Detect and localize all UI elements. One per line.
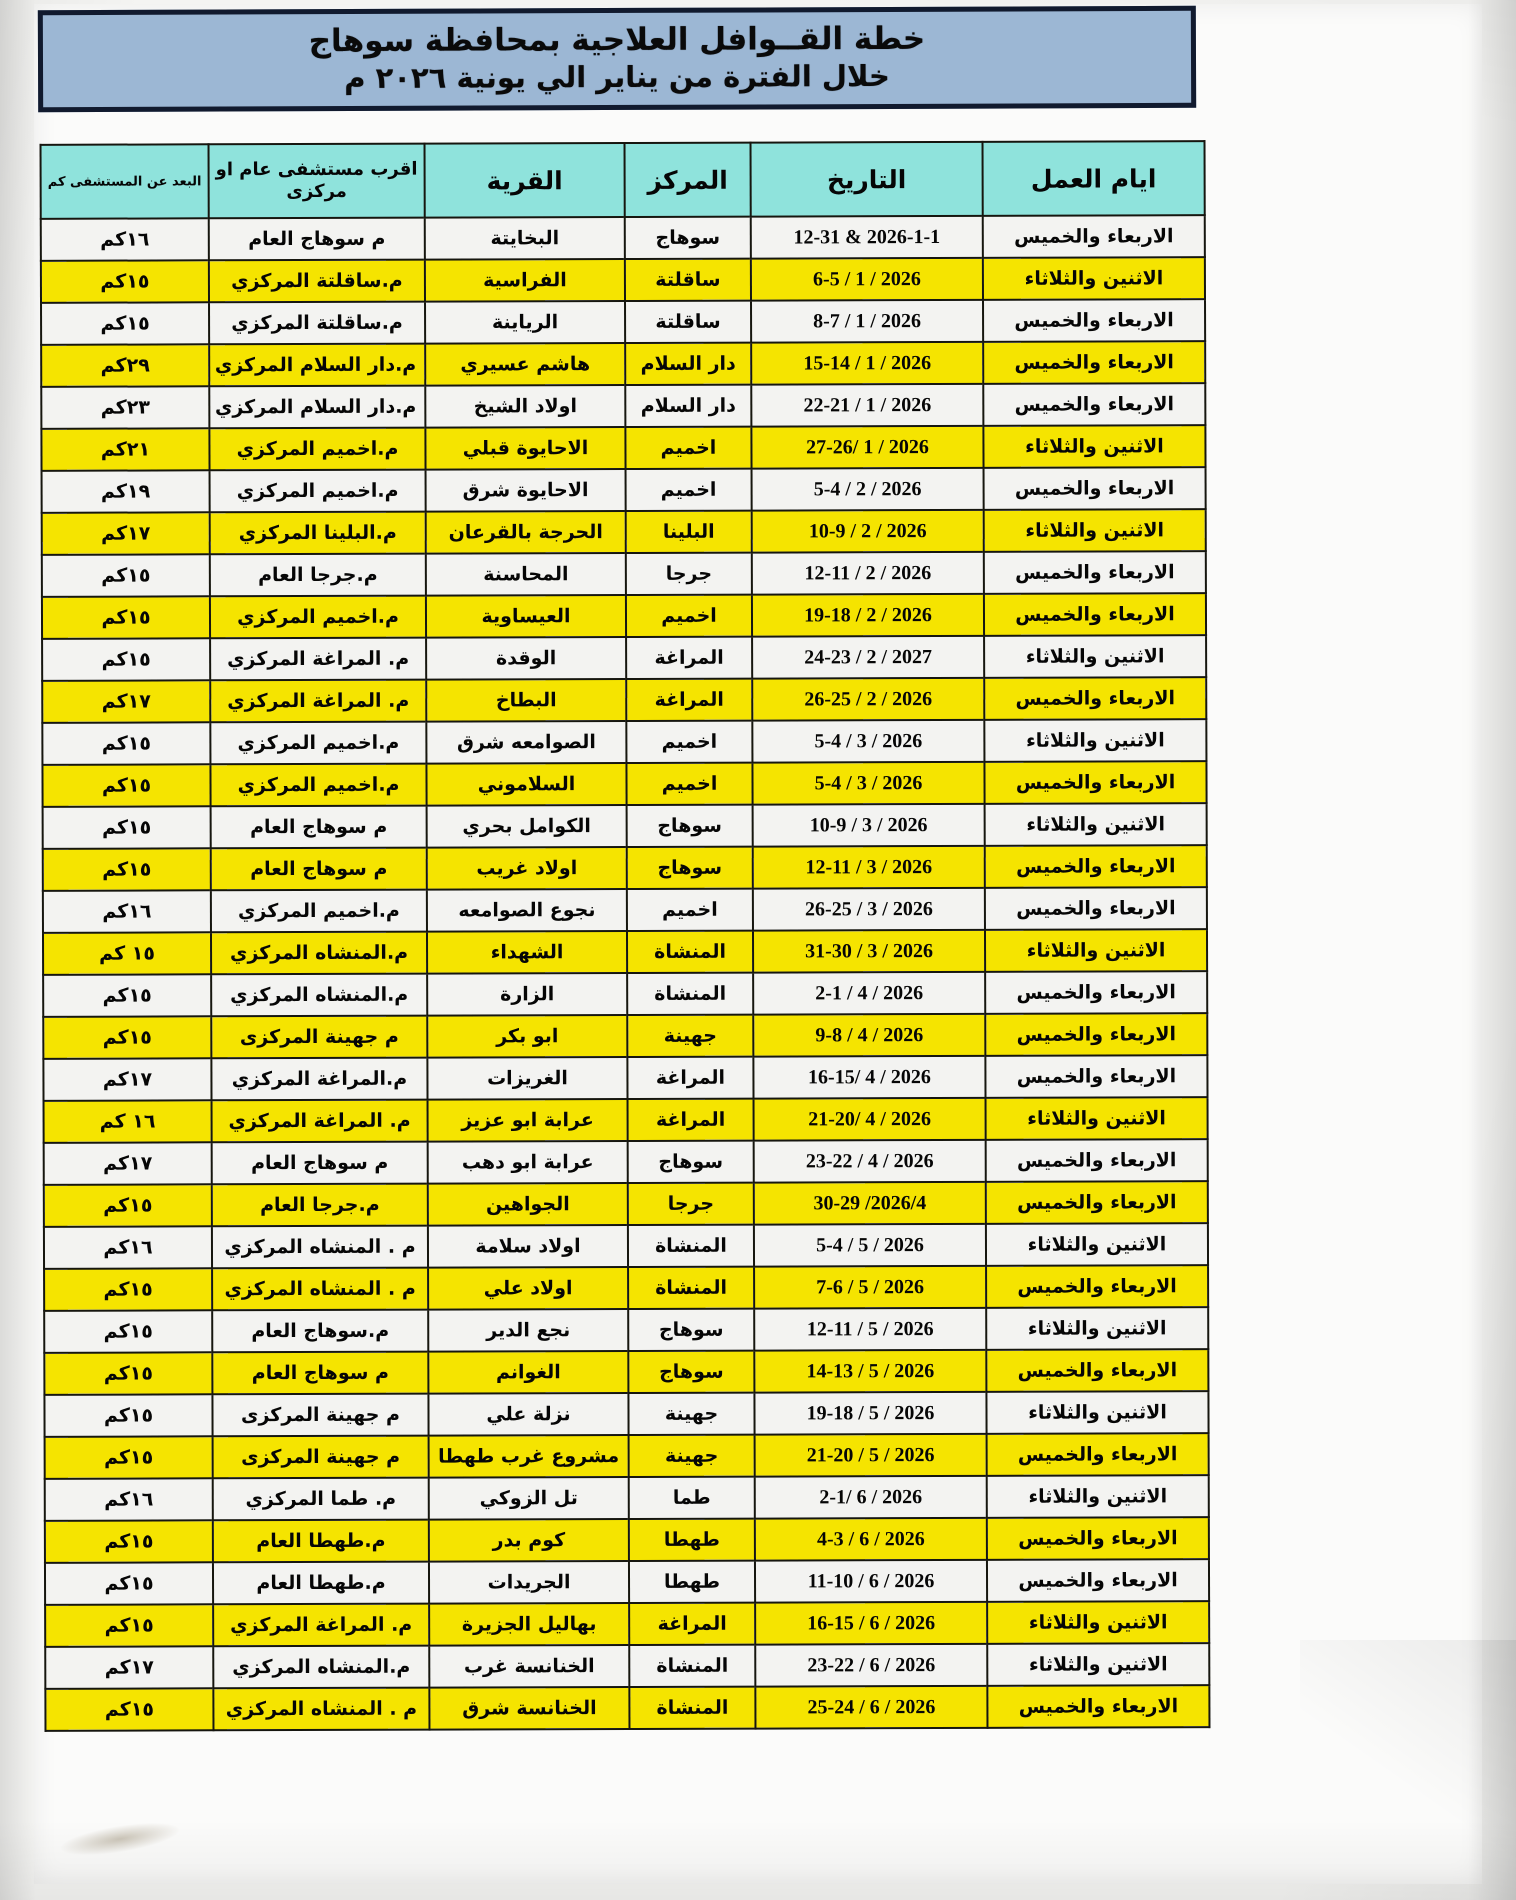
cell-hospital: م.دار السلام المركزي <box>209 386 425 429</box>
cell-date: 2026 / 1 /27-26 <box>751 426 983 469</box>
cell-village: الوقدة <box>426 637 626 680</box>
table-row <box>43 887 1207 933</box>
table-row <box>44 1223 1208 1269</box>
cell-hospital: م.اخميم المركزي <box>210 722 426 765</box>
cell-hospital: م.اخميم المركزي <box>210 596 426 639</box>
table-row <box>44 1265 1208 1311</box>
table-row <box>43 845 1207 891</box>
cell-work-days: الاربعاء والخميس <box>984 761 1206 804</box>
cell-distance: ١٥كم <box>43 974 211 1017</box>
plan-table-container <box>42 140 1211 1732</box>
cell-work-days: الاثنين والثلاثاء <box>986 1307 1208 1350</box>
cell-center: المنشاة <box>629 1645 755 1687</box>
table-row <box>44 1139 1208 1185</box>
cell-hospital: م.المنشاه المركزي <box>211 974 427 1017</box>
cell-center: المنشاة <box>628 1267 754 1309</box>
cell-village: نزلة علي <box>428 1393 628 1436</box>
cell-distance: ١٥كم <box>45 1604 213 1647</box>
cell-distance: ١٥كم <box>41 260 209 303</box>
cell-distance: ١٥كم <box>42 596 210 639</box>
cell-center: ساقلتة <box>625 301 751 343</box>
cell-center: طهطا <box>629 1561 755 1603</box>
cell-work-days: الاربعاء والخميس <box>984 677 1206 720</box>
column-header-village: القرية <box>425 143 625 218</box>
cell-distance: ١٥كم <box>45 1562 213 1605</box>
cell-village: بهاليل الجزيرة <box>429 1603 629 1646</box>
cell-work-days: الاربعاء والخميس <box>987 1559 1209 1602</box>
cell-center: المراغة <box>626 679 752 721</box>
column-header-work-days: ايام العمل <box>983 141 1205 216</box>
cell-distance: ٢٣كم <box>41 386 209 429</box>
table-row <box>43 1013 1207 1059</box>
cell-hospital: م.ساقلتة المركزي <box>209 260 425 303</box>
cell-date: 2026 / 2 / 19-18 <box>752 594 984 637</box>
cell-work-days: الاربعاء والخميس <box>985 1013 1207 1056</box>
cell-village: عرابة ابو دهب <box>428 1141 628 1184</box>
cell-village: الجواهين <box>428 1183 628 1226</box>
cell-date: 2026 / 4 / 2-1 <box>753 972 985 1015</box>
cell-hospital: م.جرجا العام <box>210 554 426 597</box>
cell-village: الخنانسة غرب <box>429 1645 629 1688</box>
cell-center: المراغة <box>629 1603 755 1645</box>
cell-hospital: م.اخميم المركزي <box>210 470 426 513</box>
cell-work-days: الاثنين والثلاثاء <box>986 1097 1208 1140</box>
cell-date: 2026 / 5 / 21-20 <box>755 1434 987 1477</box>
cell-center: اخميم <box>625 427 751 469</box>
table-row <box>41 257 1205 303</box>
cell-center: جهينة <box>628 1393 754 1435</box>
cell-date: 2026 / 2 / 26-25 <box>752 678 984 721</box>
cell-date: 2026/4/ 30-29 <box>754 1182 986 1225</box>
cell-village: تل الزوكي <box>429 1477 629 1520</box>
cell-distance: ١٥كم <box>44 1268 212 1311</box>
cell-date: 2026 / 4 /21-20 <box>754 1098 986 1141</box>
cell-hospital: م سوهاج العام <box>212 1352 428 1395</box>
cell-hospital: م.المنشاه المركزي <box>211 932 427 975</box>
cell-village: الاحايوة قبلي <box>425 427 625 470</box>
cell-date: 2026 / 2 / 5-4 <box>752 468 984 511</box>
cell-village: الرياينة <box>425 301 625 344</box>
cell-work-days: الاثنين والثلاثاء <box>983 257 1205 300</box>
cell-hospital: م.سوهاج العام <box>212 1310 428 1353</box>
cell-date: 2026 / 3 / 26-25 <box>753 888 985 931</box>
table-row <box>44 1307 1208 1353</box>
cell-work-days: الاربعاء والخميس <box>986 1139 1208 1182</box>
cell-work-days: الاربعاء والخميس <box>984 467 1206 510</box>
table-header-row <box>41 141 1205 219</box>
table-row <box>45 1559 1209 1605</box>
cell-center: سوهاج <box>627 847 753 889</box>
cell-distance: ١٥كم <box>44 1310 212 1353</box>
cell-hospital: م.دار السلام المركزي <box>209 344 425 387</box>
table-row <box>45 1601 1209 1647</box>
cell-date: 2026 / 6 / 16-15 <box>755 1602 987 1645</box>
cell-village: ابو بكر <box>427 1015 627 1058</box>
cell-date: 2026 / 1 / 15-14 <box>751 342 983 385</box>
cell-center: دار السلام <box>625 343 751 385</box>
table-row <box>42 677 1206 723</box>
table-row <box>45 1475 1209 1521</box>
cell-center: جهينة <box>627 1015 753 1057</box>
cell-village: الزارة <box>427 973 627 1016</box>
cell-hospital: م.اخميم المركزي <box>209 428 425 471</box>
title-line-primary: خطة القــوافل العلاجية بمحافظة سوهاج <box>308 20 926 59</box>
cell-date: 2026 / 6 /2-1 <box>755 1476 987 1519</box>
table-row <box>45 1517 1209 1563</box>
cell-village: الصوامعه شرق <box>426 721 626 764</box>
cell-distance: ١٥كم <box>44 1394 212 1437</box>
cell-work-days: الاربعاء والخميس <box>984 551 1206 594</box>
cell-distance: ١٥كم <box>44 1352 212 1395</box>
table-row <box>42 467 1206 513</box>
cell-village: الخنانسة شرق <box>429 1687 629 1730</box>
table-header <box>41 141 1205 219</box>
cell-hospital: م . المنشاه المركزي <box>212 1268 428 1311</box>
column-header-center: المركز <box>625 143 751 217</box>
cell-center: اخميم <box>626 595 752 637</box>
cell-date: 2026 / 3 / 5-4 <box>752 720 984 763</box>
cell-hospital: م. المراغة المركزي <box>210 680 426 723</box>
table-row <box>45 1685 1209 1731</box>
cell-date: 2026 / 2 / 10-9 <box>752 510 984 553</box>
cell-center: المراغة <box>628 1099 754 1141</box>
cell-village: مشروع غرب طهطا <box>429 1435 629 1478</box>
cell-date: 2026 / 6 / 11-10 <box>755 1560 987 1603</box>
cell-work-days: الاربعاء والخميس <box>985 887 1207 930</box>
table-row <box>41 383 1205 429</box>
cell-date: 2026 / 2 / 12-11 <box>752 552 984 595</box>
table-row <box>41 425 1205 471</box>
cell-hospital: م سوهاج العام <box>211 848 427 891</box>
cell-distance: ١٥كم <box>42 722 210 765</box>
cell-center: المنشاة <box>627 973 753 1015</box>
cell-village: عرابة ابو عزيز <box>428 1099 628 1142</box>
cell-work-days: الاثنين والثلاثاء <box>984 635 1206 678</box>
cell-date: 2026 / 5 / 5-4 <box>754 1224 986 1267</box>
cell-distance: ١٧كم <box>44 1142 212 1185</box>
cell-date: 2026 / 4 / 23-22 <box>754 1140 986 1183</box>
cell-date: 2026-1-1 & 12-31 <box>751 216 983 259</box>
cell-work-days: الاثنين والثلاثاء <box>986 1391 1208 1434</box>
cell-distance: ١٥كم <box>43 806 211 849</box>
cell-village: كوم بدر <box>429 1519 629 1562</box>
cell-work-days: الاربعاء والخميس <box>987 1433 1209 1476</box>
cell-hospital: م.طهطا العام <box>213 1562 429 1605</box>
table-row <box>44 1391 1208 1437</box>
cell-village: اولاد غريب <box>427 847 627 890</box>
cell-village: الغوانم <box>428 1351 628 1394</box>
cell-center: طهطا <box>629 1519 755 1561</box>
cell-work-days: الاثنين والثلاثاء <box>984 719 1206 762</box>
cell-date: 2026 / 1 / 8-7 <box>751 300 983 343</box>
cell-date: 2026 / 3 / 31-30 <box>753 930 985 973</box>
cell-work-days: الاثنين والثلاثاء <box>985 803 1207 846</box>
cell-date: 2026 / 5 / 12-11 <box>754 1308 986 1351</box>
cell-hospital: م.اخميم المركزي <box>211 890 427 933</box>
cell-distance: ١٦ كم <box>44 1100 212 1143</box>
cell-village: نجع الدير <box>428 1309 628 1352</box>
cell-center: سوهاج <box>628 1351 754 1393</box>
table-row <box>42 761 1206 807</box>
cell-distance: ١٥كم <box>42 554 210 597</box>
cell-distance: ١٥كم <box>43 848 211 891</box>
cell-distance: ١٧كم <box>45 1646 213 1689</box>
cell-date: 2026 / 5 / 14-13 <box>754 1350 986 1393</box>
cell-village: البخايتة <box>425 217 625 260</box>
cell-date: 2026 / 3 / 12-11 <box>753 846 985 889</box>
cell-hospital: م.طهطا العام <box>213 1520 429 1563</box>
cell-distance: ١٥كم <box>45 1688 213 1731</box>
cell-work-days: الاثنين والثلاثاء <box>985 929 1207 972</box>
cell-village: اولاد سلامة <box>428 1225 628 1268</box>
cell-center: اخميم <box>627 889 753 931</box>
cell-center: المنشاة <box>629 1687 755 1729</box>
cell-hospital: م. طما المركزي <box>213 1478 429 1521</box>
cell-center: المراغة <box>626 637 752 679</box>
cell-village: اولاد علي <box>428 1267 628 1310</box>
cell-hospital: م. المراغة المركزي <box>210 638 426 681</box>
cell-center: البلينا <box>626 511 752 553</box>
cell-village: المحاسنة <box>426 553 626 596</box>
cell-village: الفراسية <box>425 259 625 302</box>
cell-village: نجوع الصوامعه <box>427 889 627 932</box>
table-row <box>44 1349 1208 1395</box>
cell-work-days: الاثنين والثلاثاء <box>987 1475 1209 1518</box>
table-body <box>41 215 1210 1731</box>
cell-hospital: م سوهاج العام <box>212 1142 428 1185</box>
cell-village: البطاخ <box>426 679 626 722</box>
cell-distance: ١٦كم <box>45 1478 213 1521</box>
table-row <box>42 593 1206 639</box>
table-row <box>42 509 1206 555</box>
cell-distance: ٢٩كم <box>41 344 209 387</box>
table-row <box>44 1097 1208 1143</box>
cell-hospital: م.المراغة المركزي <box>211 1058 427 1101</box>
cell-date: 2026 / 6 / 25-24 <box>755 1686 987 1729</box>
cell-work-days: الاربعاء والخميس <box>983 341 1205 384</box>
cell-work-days: الاثنين والثلاثاء <box>986 1223 1208 1266</box>
cell-hospital: م . المنشاه المركزي <box>213 1688 429 1731</box>
cell-center: دار السلام <box>625 385 751 427</box>
cell-date: 2026 / 6 / 23-22 <box>755 1644 987 1687</box>
cell-work-days: الاربعاء والخميس <box>983 215 1205 258</box>
cell-center: سوهاج <box>628 1141 754 1183</box>
cell-distance: ٢١كم <box>41 428 209 471</box>
cell-village: هاشم عسيري <box>425 343 625 386</box>
cell-distance: ١٧كم <box>42 512 210 555</box>
cell-date: 2026 / 4 /16-15 <box>753 1056 985 1099</box>
table-row <box>45 1643 1209 1689</box>
table-row <box>41 215 1205 261</box>
cell-center: سوهاج <box>625 217 751 259</box>
cell-center: المراغة <box>627 1057 753 1099</box>
cell-distance: ١٧كم <box>43 1058 211 1101</box>
cell-distance: ١٥كم <box>42 638 210 681</box>
cell-distance: ١٦كم <box>43 890 211 933</box>
cell-hospital: م.اخميم المركزي <box>210 764 426 807</box>
column-header-distance: البعد عن المستشفى كم <box>41 144 209 219</box>
cell-center: جهينة <box>629 1435 755 1477</box>
cell-center: جرجا <box>626 553 752 595</box>
cell-distance: ١٥كم <box>45 1520 213 1563</box>
cell-village: الشهداء <box>427 931 627 974</box>
cell-hospital: م جهينة المركزى <box>212 1394 428 1437</box>
table-row <box>42 551 1206 597</box>
table-row <box>45 1433 1209 1479</box>
cell-work-days: الاربعاء والخميس <box>983 383 1205 426</box>
medical-convoy-plan-table <box>40 140 1211 1732</box>
page-edge-shadow-left <box>0 0 36 1900</box>
table-row <box>42 719 1206 765</box>
cell-work-days: الاثنين والثلاثاء <box>987 1601 1209 1644</box>
cell-work-days: الاربعاء والخميس <box>986 1349 1208 1392</box>
cell-distance: ١٥كم <box>44 1184 212 1227</box>
cell-center: اخميم <box>626 763 752 805</box>
cell-date: 2026 / 5 / 7-6 <box>754 1266 986 1309</box>
cell-hospital: م.البلينا المركزي <box>210 512 426 555</box>
cell-date: 2027 / 2 / 24-23 <box>752 636 984 679</box>
cell-date: 2026 / 1 / 6-5 <box>751 258 983 301</box>
cell-work-days: الاربعاء والخميس <box>985 971 1207 1014</box>
cell-distance: ١٦كم <box>41 218 209 261</box>
cell-distance: ١٥كم <box>41 302 209 345</box>
cell-hospital: م سوهاج العام <box>211 806 427 849</box>
cell-hospital: م جهينة المركزى <box>213 1436 429 1479</box>
cell-center: المنشاة <box>628 1225 754 1267</box>
document-title-banner <box>38 6 1196 112</box>
cell-village: الكوامل بحري <box>427 805 627 848</box>
cell-hospital: م.جرجا العام <box>212 1184 428 1227</box>
cell-work-days: الاربعاء والخميس <box>985 845 1207 888</box>
cell-date: 2026 / 4 / 9-8 <box>753 1014 985 1057</box>
cell-hospital: م سوهاج العام <box>209 218 425 261</box>
cell-work-days: الاربعاء والخميس <box>983 299 1205 342</box>
cell-hospital: م . المنشاه المركزي <box>212 1226 428 1269</box>
cell-date: 2026 / 6 / 4-3 <box>755 1518 987 1561</box>
cell-distance: ١٥ كم <box>43 932 211 975</box>
table-row <box>43 1055 1207 1101</box>
cell-hospital: م. المراغة المركزي <box>212 1100 428 1143</box>
cell-village: الجريدات <box>429 1561 629 1604</box>
cell-work-days: الاثنين والثلاثاء <box>987 1643 1209 1686</box>
cell-village: السلاموني <box>426 763 626 806</box>
table-row <box>43 803 1207 849</box>
table-row <box>41 341 1205 387</box>
cell-center: جرجا <box>628 1183 754 1225</box>
cell-center: المنشاة <box>627 931 753 973</box>
title-line-secondary: خلال الفترة من يناير الي يونية ٢٠٢٦ م <box>344 59 890 96</box>
cell-work-days: الاثنين والثلاثاء <box>983 425 1205 468</box>
cell-work-days: الاربعاء والخميس <box>987 1685 1209 1728</box>
cell-work-days: الاثنين والثلاثاء <box>984 509 1206 552</box>
table-row <box>44 1181 1208 1227</box>
table-row <box>42 635 1206 681</box>
cell-center: طما <box>629 1477 755 1519</box>
cell-hospital: م.ساقلتة المركزي <box>209 302 425 345</box>
column-header-date: التاريخ <box>751 142 983 217</box>
cell-work-days: الاربعاء والخميس <box>986 1265 1208 1308</box>
cell-work-days: الاربعاء والخميس <box>986 1181 1208 1224</box>
table-row <box>43 929 1207 975</box>
cell-distance: ١٧كم <box>42 680 210 723</box>
cell-distance: ١٥كم <box>42 764 210 807</box>
cell-work-days: الاربعاء والخميس <box>987 1517 1209 1560</box>
cell-village: اولاد الشيخ <box>425 385 625 428</box>
cell-date: 2026 / 5 / 19-18 <box>754 1392 986 1435</box>
cell-distance: ١٥كم <box>43 1016 211 1059</box>
cell-date: 2026 / 3 / 5-4 <box>752 762 984 805</box>
cell-hospital: م جهينة المركزى <box>211 1016 427 1059</box>
table-row <box>41 299 1205 345</box>
cell-center: سوهاج <box>627 805 753 847</box>
cell-date: 2026 / 1 / 22-21 <box>751 384 983 427</box>
table-row <box>43 971 1207 1017</box>
cell-distance: ١٩كم <box>42 470 210 513</box>
cell-work-days: الاربعاء والخميس <box>984 593 1206 636</box>
cell-distance: ١٥كم <box>45 1436 213 1479</box>
cell-center: سوهاج <box>628 1309 754 1351</box>
cell-hospital: م. المراغة المركزي <box>213 1604 429 1647</box>
cell-hospital: م.المنشاه المركزي <box>213 1646 429 1689</box>
cell-work-days: الاربعاء والخميس <box>985 1055 1207 1098</box>
cell-village: الاحايوة شرق <box>426 469 626 512</box>
cell-center: اخميم <box>626 469 752 511</box>
cell-distance: ١٦كم <box>44 1226 212 1269</box>
cell-center: ساقلتة <box>625 259 751 301</box>
cell-date: 2026 / 3 / 10-9 <box>753 804 985 847</box>
cell-village: العيساوية <box>426 595 626 638</box>
cell-center: اخميم <box>626 721 752 763</box>
cell-village: الغريزات <box>427 1057 627 1100</box>
column-header-hospital: اقرب مستشفى عام او مركزى <box>209 144 425 219</box>
cell-village: الحرجة بالقرعان <box>426 511 626 554</box>
